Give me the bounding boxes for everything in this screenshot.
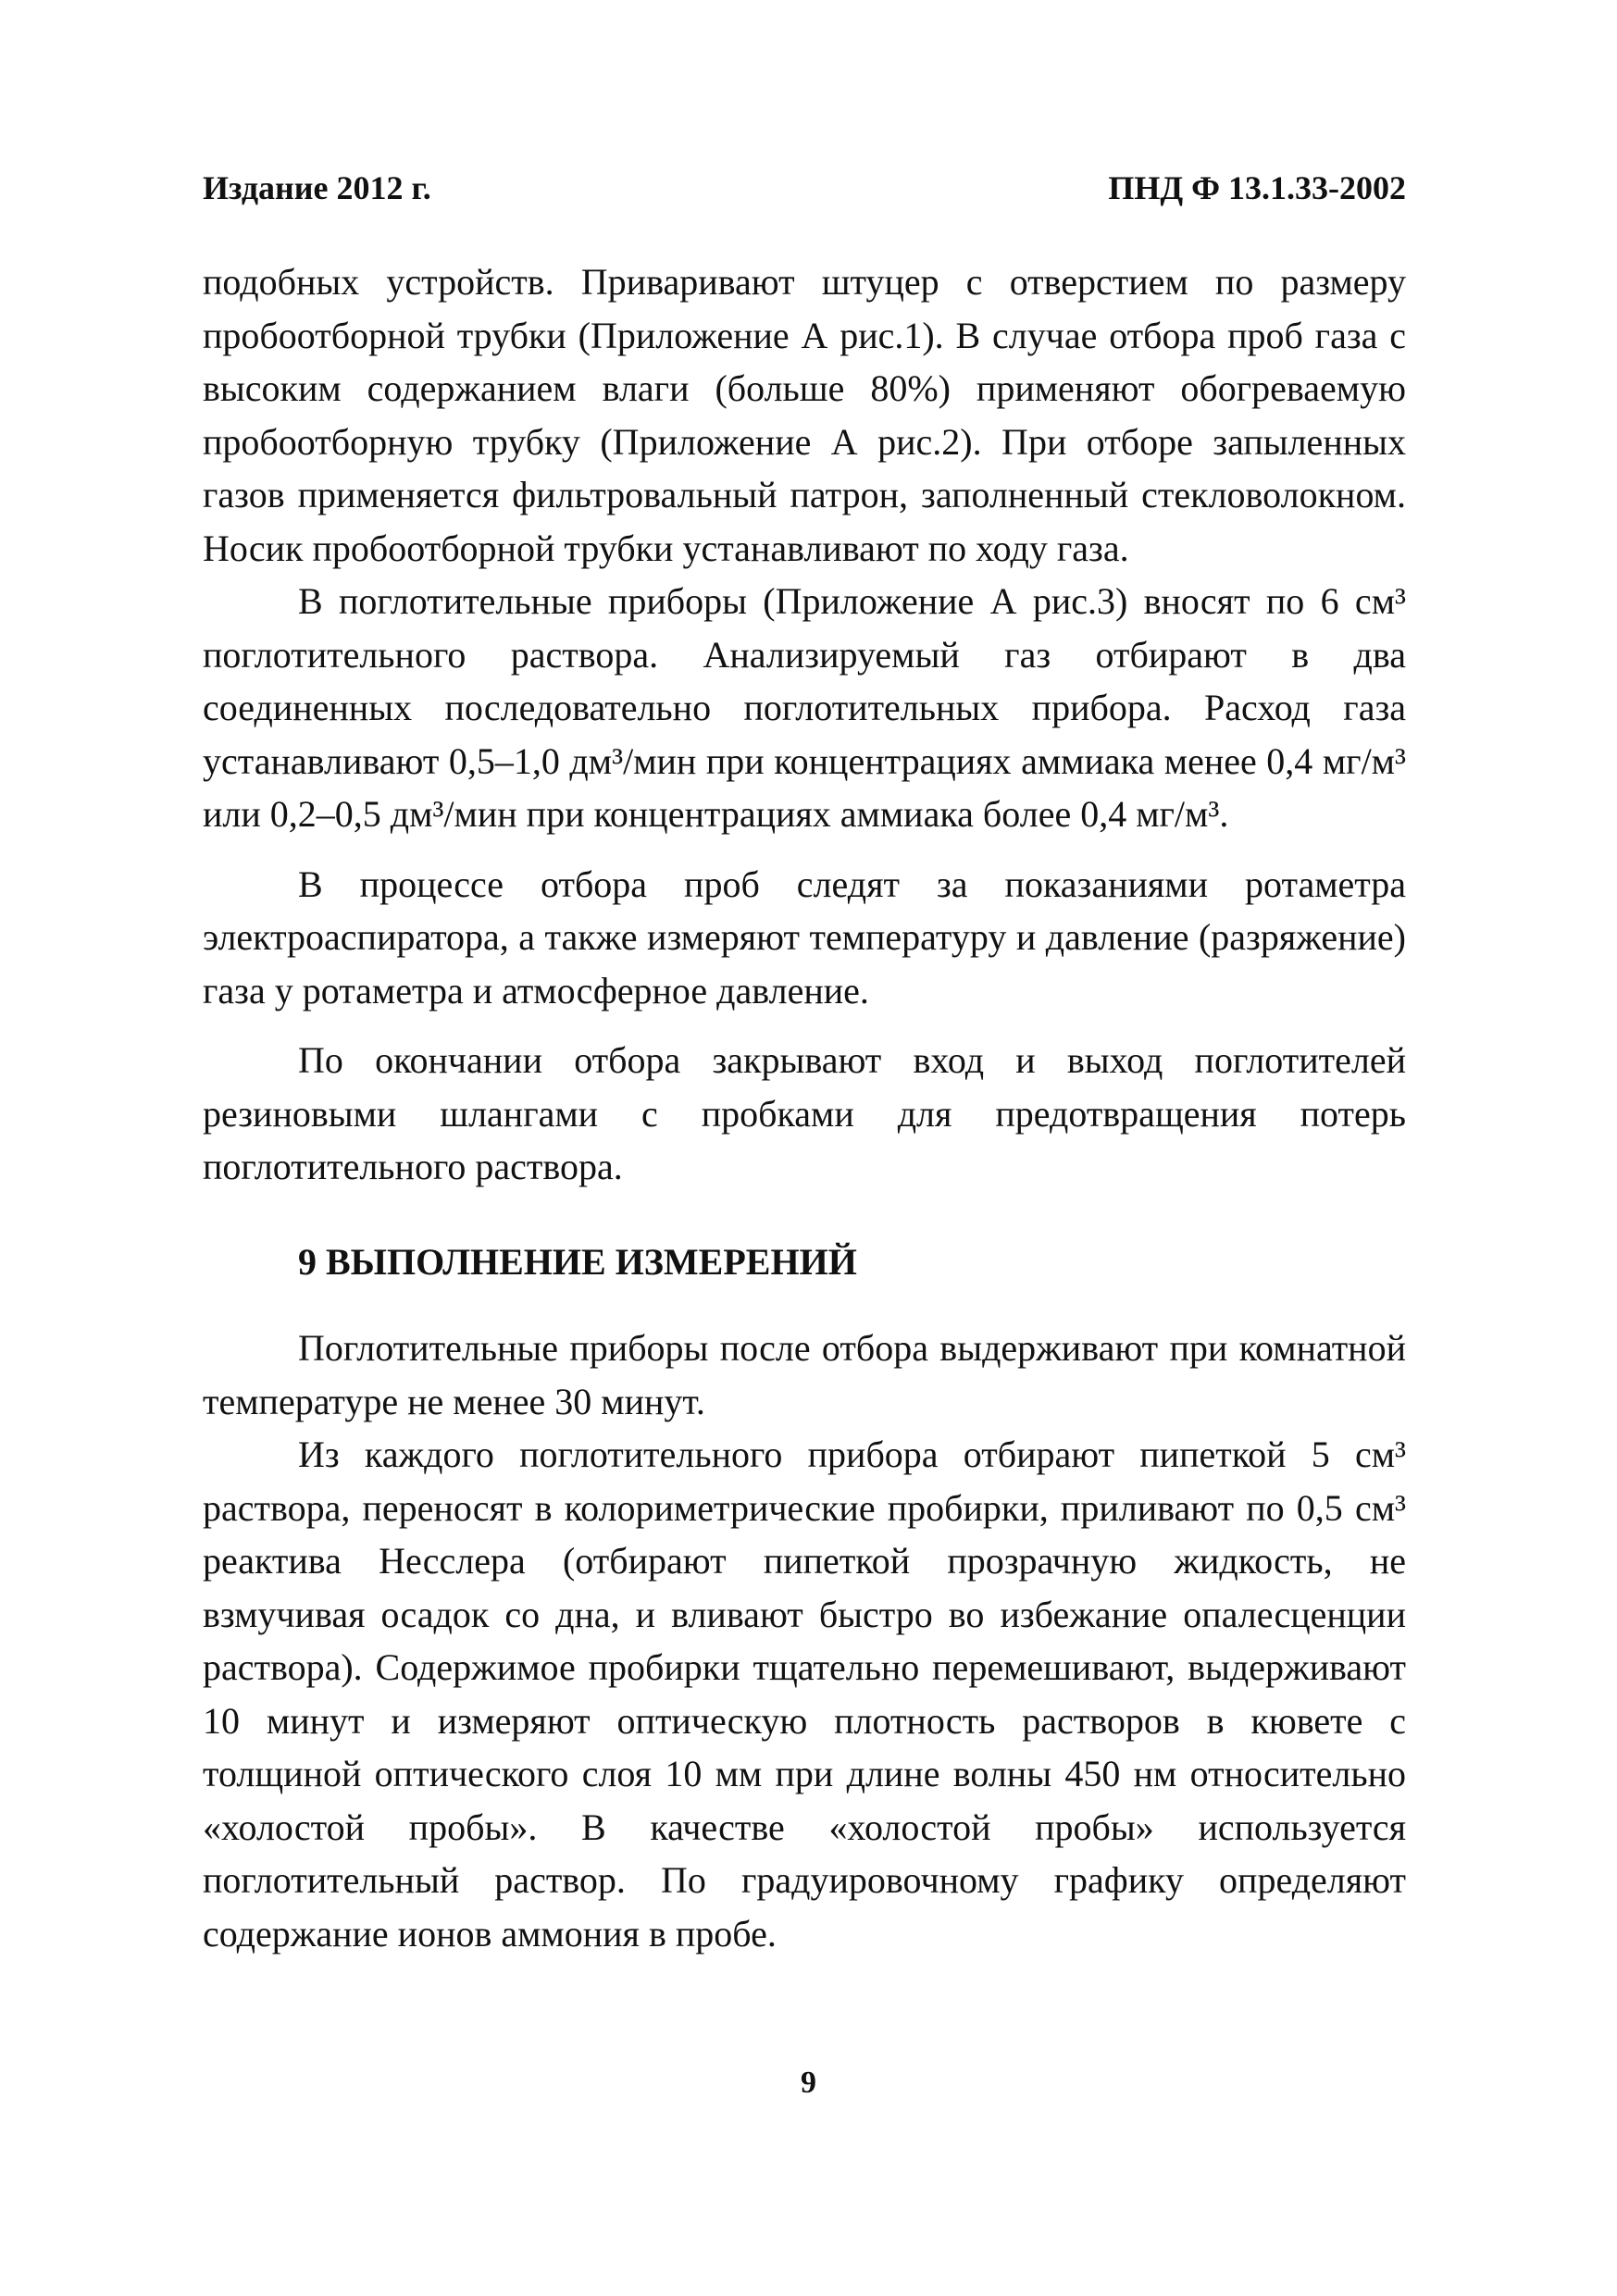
- edition-label: Издание 2012 г.: [203, 169, 431, 206]
- paragraph-holding-time: Поглотительные приборы после отбора выдерживают при комнатной температуре не менее 30 минут.: [203, 1327, 1406, 1422]
- paragraph-sampling-end: По окончании отбора закрывают вход и выход поглотителей резиновыми шлангами с пробками для предотвращения потерь поглотительного раствора.: [203, 1039, 1406, 1187]
- document-code: ПНД Ф 13.1.33-2002: [1108, 169, 1406, 206]
- page-header: [203, 165, 1406, 211]
- page-number: 9: [801, 2066, 816, 2100]
- paragraph-sampling-device: подобных устройств. Приваривают штуцер с отверстием по размеру пробоотборной трубки (Приложение А рис.1). В случае отбора проб газа с высоким содержанием влаги (больше 80%) применяют обогреваемую пробоотборную трубку (Приложение А рис.2). При отборе запыленных газов применяется фильтровальный патрон, заполненный стекловолокном. Носик пробоотборной трубки устанавливают по ходу газа.: [203, 261, 1406, 569]
- paragraph-measurement: Из каждого поглотительного прибора отбирают пипеткой 5 см³ раствора, переносят в колориметрические пробирки, приливают по 0,5 см³ реактива Несслера (отбирают пипеткой прозрачную жидкость, не взмучивая осадок со дна, и вливают быстро во избежание опалесценции раствора). Содержимое пробирки тщательно перемешивают, выдерживают 10 минут и измеряют оптическую плотность растворов в кювете с толщиной оптического слоя 10 мм при длине волны 450 нм относительно «холостой пробы». В качестве «холостой пробы» используется поглотительный раствор. По градуировочному графику определяют содержание ионов аммония в пробе.: [203, 1433, 1406, 1955]
- page-body: [203, 255, 1406, 1960]
- paragraph-absorbers: В поглотительные приборы (Приложение А рис.3) вносят по 6 см³ поглотительного раствора. Анализируемый газ отбирают в два соединенных последовательно поглотительных прибора. Расход газа устанавливают 0,5–1,0 дм³/мин при концентрациях аммиака менее 0,4 мг/м³ или 0,2–0,5 дм³/мин при концентрациях аммиака более 0,4 мг/м³.: [203, 580, 1406, 835]
- section-heading: 9 ВЫПОЛНЕНИЕ ИЗМЕРЕНИЙ: [298, 1240, 857, 1283]
- paragraph-sampling-monitoring: В процессе отбора проб следят за показаниями ротаметра электроаспиратора, а также измеряют температуру и давление (разряжение) газа у ротаметра и атмосферное давление.: [203, 863, 1406, 1011]
